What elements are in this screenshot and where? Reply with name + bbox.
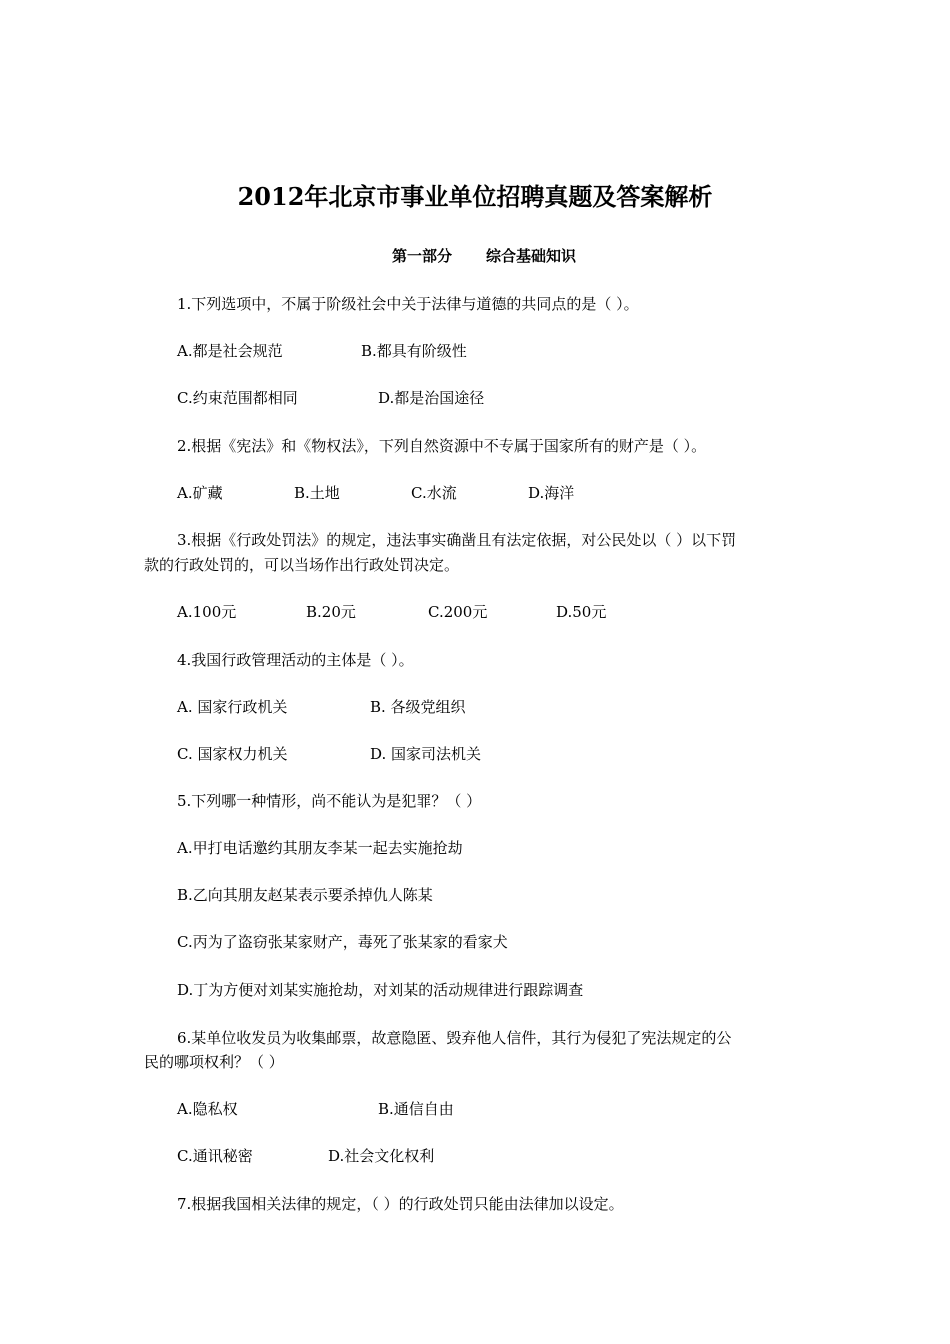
question-4-option-a: A. 国家行政机关 [177,698,288,716]
question-6-option-d: D.社会文化权利 [328,1147,435,1165]
document-title: 2012年北京市事业单位招聘真题及答案解析 [237,182,713,211]
question-1-stem: 1.下列选项中，不属于阶级社会中关于法律与道德的共同点的是（ ）。 [177,295,639,313]
question-1-option-b: B.都具有阶级性 [361,342,467,360]
question-6-stem-line1: 6.某单位收发员为收集邮票，故意隐匿、毁弃他人信件，其行为侵犯了宪法规定的公 [177,1029,732,1047]
question-2-option-b: B.土地 [294,484,340,502]
question-4-option-c: C. 国家权力机关 [177,745,288,763]
question-5-option-d: D.丁为方便对刘某实施抢劫，对刘某的活动规律进行跟踪调查 [177,981,584,999]
question-1-option-a: A.都是社会规范 [177,342,283,360]
question-4-option-b: B. 各级党组织 [370,698,466,716]
question-2-option-d: D.海洋 [528,484,575,502]
question-2-option-a: A.矿藏 [177,484,223,502]
question-6-option-c: C.通讯秘密 [177,1147,253,1165]
question-3-stem-line1: 3.根据《行政处罚法》的规定，违法事实确凿且有法定依据，对公民处以（ ）以下罚 [177,531,737,549]
question-1-option-d: D.都是治国途径 [378,389,485,407]
question-2-stem: 2.根据《宪法》和《物权法》，下列自然资源中不专属于国家所有的财产是（ ）。 [177,437,707,455]
question-6-option-a: A.隐私权 [177,1100,238,1118]
section-name: 综合基础知识 [486,247,577,265]
question-3-option-c: C.200元 [428,603,488,621]
question-5-option-a: A.甲打电话邀约其朋友李某一起去实施抢劫 [177,839,463,857]
question-3-option-a: A.100元 [177,603,237,621]
question-3-option-d: D.50元 [556,603,607,621]
question-2-option-c: C.水流 [411,484,457,502]
question-3-option-b: B.20元 [306,603,356,621]
question-5-option-b: B.乙向其朋友赵某表示要杀掉仇人陈某 [177,886,433,904]
section-part: 第一部分 [392,247,453,265]
question-3-stem-line2: 款的行政处罚的，可以当场作出行政处罚决定。 [144,556,460,574]
question-6-stem-line2: 民的哪项权利？（ ） [144,1053,284,1071]
question-7-stem: 7.根据我国相关法律的规定，（ ）的行政处罚只能由法律加以设定。 [177,1195,624,1213]
question-6-option-b: B.通信自由 [378,1100,454,1118]
question-4-option-d: D. 国家司法机关 [370,745,482,763]
question-5-option-c: C.丙为了盗窃张某家财产，毒死了张某家的看家犬 [177,933,508,951]
question-5-stem: 5.下列哪一种情形，尚不能认为是犯罪？（ ） [177,792,482,810]
section-heading [392,246,576,266]
question-1-option-c: C.约束范围都相同 [177,389,298,407]
question-4-stem: 4.我国行政管理活动的主体是（ ）。 [177,651,414,669]
